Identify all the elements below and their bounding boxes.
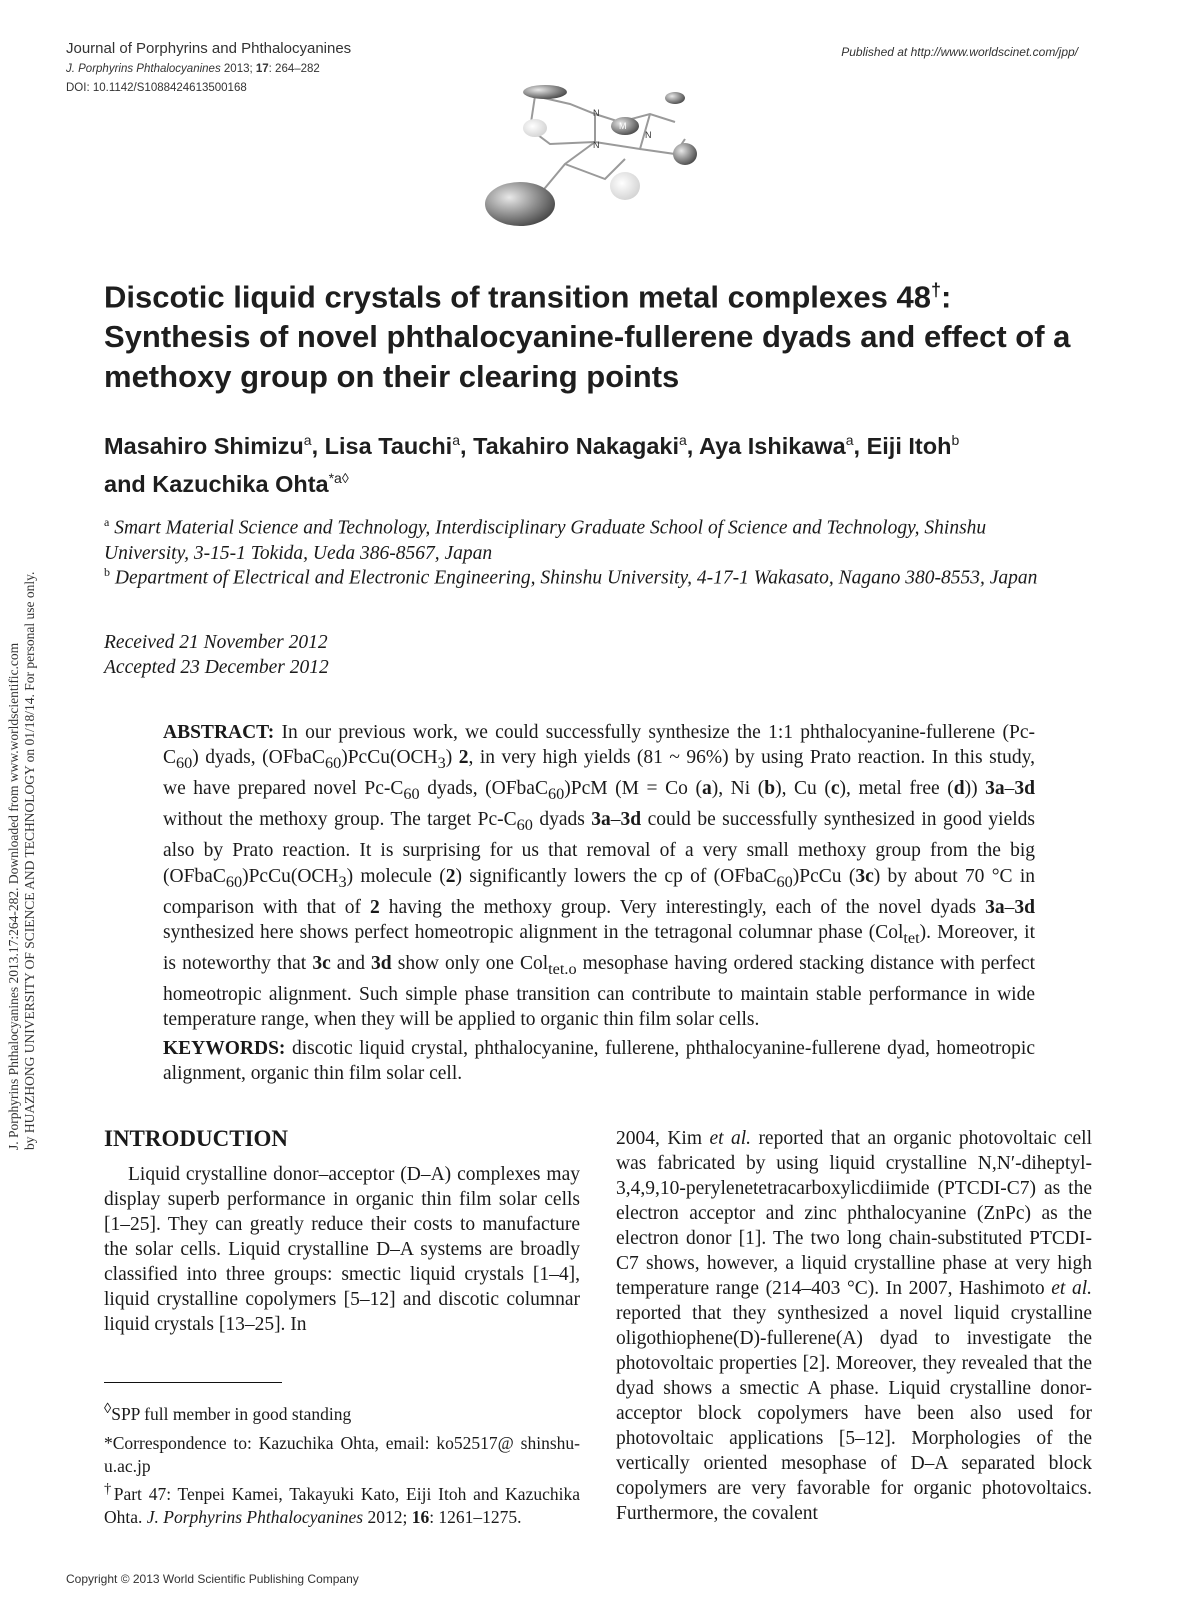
author-mark: a	[845, 432, 854, 448]
compound-ref: 2	[370, 896, 380, 918]
author-name: and Kazuchika Ohta	[104, 470, 329, 497]
abstract-text: )PcCu (	[792, 865, 856, 887]
abstract-text: having the methoxy group. Very interestingly, each of the novel dyads	[379, 896, 986, 918]
author-mark: a	[679, 432, 687, 448]
subscript: 60	[225, 872, 243, 891]
et-al: et al.	[1051, 1278, 1093, 1299]
subscript: 3	[437, 754, 446, 773]
download-side-note	[6, 572, 38, 1150]
compound-ref: d	[953, 778, 965, 800]
footnote-volume: 16	[411, 1506, 430, 1527]
citation-journal: J. Porphyrins Phthalocyanines	[66, 63, 221, 75]
title-text: Discotic liquid crystals of transition metal complexes 48	[104, 279, 931, 315]
compound-ref: 3c	[855, 865, 874, 887]
abstract-text: , in very high yields (81 ~ 96%) by using Prato reaction. In this study, we have prepared novel Pc-C	[163, 747, 1035, 800]
abstract-text: ) molecule (	[346, 865, 446, 887]
author-mark: a	[452, 432, 460, 448]
compound-ref: 3d	[371, 953, 392, 975]
keywords	[163, 1036, 1035, 1086]
abstract-text: ), Ni (	[711, 778, 765, 800]
compound-ref: a	[701, 778, 712, 800]
abstract-text: mesophase having ordered stacking distance with perfect homeotropic alignment. Such simple phase transition can contribute to maintain stable performance in wide temperature range, when they will be applied to organic thin film solar cells.	[163, 953, 1036, 1031]
abstract-text: ), Cu (	[775, 778, 831, 800]
abstract-text: show only one Col	[391, 953, 549, 975]
footnote-mark: ◊	[104, 1401, 112, 1417]
abstract-text: –	[610, 809, 621, 831]
author-sep: ,	[686, 432, 699, 459]
intro-text: reported that they synthesized a novel liquid crystalline oligothiophene(D)-fullerene(A) dyad to investigate the photovoltaic properties [2]. Moreover, they revealed that the dyad shows a smectic A phase. Liquid crystalline donor-acceptor block copolymers have been also used for photovoltaic applications [5–12]. Morphologies of the vertically oriented mesophase of D–A separated block copolymers are very favorable for organic photovoltaics. Furthermore, the covalent	[616, 1303, 1092, 1524]
affiliation-a	[104, 510, 1064, 566]
abstract-text: dyads	[532, 809, 592, 831]
affiliation-a-mark: a	[104, 515, 110, 529]
abstract-text: –	[1004, 896, 1015, 918]
affiliation-b	[104, 560, 1064, 591]
subscript: 60	[776, 872, 793, 891]
title-subtitle: : Synthesis of novel phthalocyanine-fullerene dyads and effect of a methoxy group on their clearing points	[104, 279, 1071, 395]
author-sep: ,	[460, 432, 474, 459]
affiliation-b-mark: b	[104, 565, 110, 579]
compound-ref: b	[764, 778, 776, 800]
section-heading-introduction: INTRODUCTION	[104, 1126, 289, 1151]
compound-ref: 3c	[312, 953, 331, 975]
et-al: et al.	[709, 1128, 751, 1149]
abstract-text: In our previous work, we could successfully synthesize the 1:1 phthalocyanine-fullerene (Pc-C	[163, 722, 1035, 769]
author-mark: b	[951, 432, 960, 448]
author-sep: ,	[311, 432, 325, 459]
abstract-text: )	[445, 747, 459, 769]
footnote-text: SPP full member in good standing	[111, 1403, 352, 1424]
intro-text: 2004, Kim	[616, 1128, 710, 1149]
subscript: 60	[516, 816, 533, 835]
title-dagger: †	[930, 280, 941, 300]
abstract	[163, 720, 1035, 1033]
article-title	[104, 270, 1104, 397]
logo-label-m: M	[619, 121, 627, 131]
footnote-spp	[104, 1398, 580, 1426]
compound-ref: 3a	[985, 896, 1005, 918]
abstract-label: ABSTRACT:	[163, 722, 275, 743]
abstract-text: ) by about 70 °C in comparison with that of	[163, 865, 1035, 918]
accepted-date: Accepted 23 December 2012	[104, 657, 329, 678]
subscript: 3	[338, 872, 347, 891]
affiliation-b-text: Department of Electrical and Electronic Engineering, Shinshu University, 4-17-1 Wakasato, Nagano 380-8553, Japan	[110, 567, 1038, 589]
footnote-year: 2012;	[363, 1506, 412, 1527]
compound-ref: 3a	[591, 809, 611, 831]
keywords-label: KEYWORDS:	[163, 1038, 286, 1059]
compound-ref: 3d	[1014, 896, 1035, 918]
doi: DOI: 10.1142/S1088424613500168	[66, 82, 247, 94]
author-name: Aya Ishikawa	[698, 432, 846, 459]
author-name: Takahiro Nakagaki	[473, 432, 679, 459]
journal-name: Journal of Porphyrins and Phthalocyanines	[66, 40, 352, 57]
author-mark: a	[303, 432, 312, 448]
abstract-text: )PcCu(OCH	[242, 865, 339, 887]
compound-ref: 3d	[620, 809, 642, 831]
author-name: Eiji Itoh	[866, 432, 952, 459]
abstract-text: ) dyads, (OFbaC	[192, 747, 325, 769]
abstract-text: dyads, (OFbaC	[419, 778, 548, 800]
subscript: tet.o	[548, 959, 577, 978]
subscript: 60	[324, 754, 342, 773]
compound-ref: 2	[445, 865, 456, 887]
intro-left-column: Liquid crystalline donor–acceptor (D–A) complexes may display superb performance in organic thin film solar cells [1–25]. They can greatly reduce their costs to manufacture the solar cells. Liquid crystalline D–A systems are broadly classified into three groups: smectic liquid crystals [1–4], liquid crystalline copolymers [5–12] and discotic columnar liquid crystals [13–25]. In	[104, 1164, 580, 1335]
compound-ref: 2	[458, 747, 469, 769]
published-url: Published at http://www.worldscinet.com/jpp/	[841, 45, 1078, 59]
logo-label-n1: N	[593, 108, 600, 118]
affiliation-a-text: Smart Material Science and Technology, Interdisciplinary Graduate School of Science and Technology, Shinshu University, 3-15-1 Tokida, Ueda 386-8567, Japan	[104, 517, 987, 564]
abstract-text: could be successfully synthesized in good yields also by Prato reaction. It is surprising for us that removal of a very small methoxy group from the big (OFbaC	[163, 809, 1035, 887]
subscript: 60	[403, 785, 420, 804]
journal-citation	[66, 63, 320, 75]
footnote-journal: J. Porphyrins Phthalocyanines	[146, 1506, 364, 1527]
intro-right-column	[616, 1126, 1092, 1526]
journal-logo	[475, 84, 725, 234]
author-list	[104, 424, 1104, 500]
copyright: Copyright © 2013 World Scientific Publishing Company	[66, 1572, 359, 1586]
footnote-divider	[104, 1382, 282, 1383]
author-mark: *a◊	[328, 469, 349, 486]
compound-ref: 3a	[985, 778, 1005, 800]
intro-text: reported that an organic photovoltaic cell was fabricated by using liquid crystalline N,N′-diheptyl-3,4,9,10-perylenetetracarboxylicdiimide (PTCDI-C7) as the electron acceptor and zinc phthalocyanine (ZnPc) as the electron donor [1]. The two long chain-substituted PTCDI-C7 shows, however, a liquid crystalline phase at very high temperature range (214–403 °C). In 2007, Hashimoto	[616, 1128, 1093, 1299]
logo-label-n2: N	[645, 130, 652, 140]
footnote-part47	[104, 1478, 580, 1529]
subscript: 60	[176, 754, 193, 773]
author-name: Masahiro Shimizu	[104, 432, 304, 459]
abstract-text: ) significantly lowers the cp of (OFbaC	[455, 865, 777, 887]
compound-ref: 3d	[1014, 778, 1035, 800]
footnote-correspondence: *Correspondence to: Kazuchika Ohta, email: ko52517@ shinshu-u.ac.jp	[104, 1433, 580, 1476]
footnote-pages: : 1261–1275.	[429, 1506, 522, 1527]
received-date: Received 21 November 2012	[104, 632, 328, 653]
subscript: 60	[547, 785, 565, 804]
abstract-text: ), metal free (	[839, 778, 954, 800]
side-note-line2: by HUAZHONG UNIVERSITY OF SCIENCE AND TECHNOLOGY on 01/18/14. For personal use only.	[22, 571, 37, 1150]
abstract-text: )PcM (M = Co (	[564, 778, 702, 800]
footnote-text: Part 47: Tenpei Kamei, Takayuki Kato, Eiji Itoh and Kazuchika Ohta.	[104, 1483, 580, 1527]
compound-ref: c	[830, 778, 840, 800]
subscript: tet	[903, 928, 920, 947]
citation-year: 2013;	[220, 63, 256, 75]
abstract-text: without the methoxy group. The target Pc-C	[163, 809, 517, 831]
author-name: Lisa Tauchi	[324, 432, 453, 459]
citation-pages: : 264–282	[268, 63, 320, 75]
footnote-mark: †	[104, 1481, 114, 1497]
abstract-text: –	[1004, 778, 1015, 800]
author-sep: ,	[853, 432, 867, 459]
abstract-text: ))	[964, 778, 986, 800]
abstract-text: synthesized here shows perfect homeotropic alignment in the tetragonal columnar phase (Col	[163, 921, 904, 943]
keywords-text: discotic liquid crystal, phthalocyanine, fullerene, phthalocyanine-fullerene dyad, homeotropic alignment, organic thin film solar cell.	[163, 1038, 1035, 1085]
abstract-text: )PcCu(OCH	[341, 747, 438, 769]
abstract-text: ). Moreover, it is noteworthy that	[163, 921, 1036, 975]
citation-volume: 17	[255, 63, 269, 75]
abstract-text: and	[330, 953, 372, 975]
logo-label-n3: N	[593, 140, 600, 150]
side-note-line1: J. Porphyrins Phthalocyanines 2013.17:264-282. Downloaded from www.worldscientific.com	[6, 642, 21, 1150]
